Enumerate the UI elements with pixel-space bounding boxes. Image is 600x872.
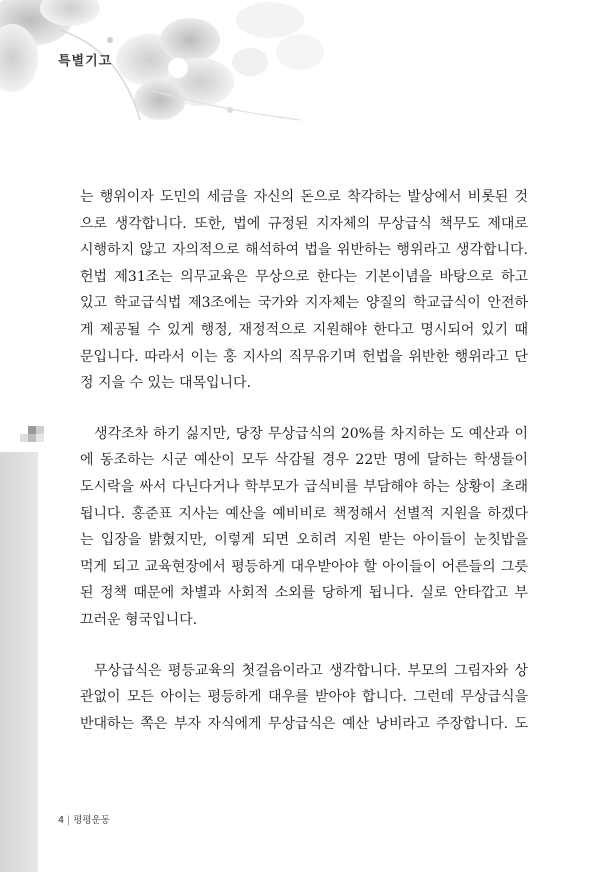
- square: [36, 426, 44, 434]
- flower-illustration: [0, 0, 330, 140]
- flower-decoration: [0, 0, 330, 140]
- section-label: 특별기고: [58, 54, 113, 69]
- text-line: 된 정책 때문에 차별과 사회적 소외를 당하게 됩니다. 실로 안타깝고 부: [80, 585, 528, 602]
- square: [28, 434, 36, 442]
- text-line: 끄러운 형국입니다.: [80, 611, 198, 628]
- text-line: 됩니다. 홍준표 지사는 예산을 예비비로 책정해서 선별적 지원을 하겠다: [80, 505, 528, 522]
- square: [20, 434, 28, 442]
- text-line: 으로 생각합니다. 또한, 법에 규정된 지자체의 무상급식 책무도 제대로: [80, 215, 528, 232]
- publication-name: 평평운동: [73, 815, 110, 826]
- text-line: 헌법 제31조는 의무교육은 무상으로 한다는 기본이념을 바탕으로 하고: [80, 268, 528, 285]
- square: [36, 434, 44, 442]
- text-line: 있고 학교급식법 제3조에는 국가와 지자체는 양질의 학교급식이 안전하: [80, 295, 528, 312]
- text-line: 반대하는 쪽은 부자 자식에게 무상급식은 예산 낭비라고 주장합니다. 도: [80, 715, 528, 732]
- article-body: [80, 184, 528, 761]
- text-line: 는 입장을 밝혔지만, 이렇게 되면 오히려 지원 받는 아이들이 눈칫밥을: [80, 532, 528, 549]
- paragraph: [80, 184, 528, 397]
- text-line: 에 동조하는 시군 예산이 모두 삭감될 경우 22만 명에 달하는 학생들이: [80, 452, 528, 469]
- text-line: 시행하지 않고 자의적으로 해석하여 법을 위반하는 행위라고 생각합니다.: [80, 242, 528, 259]
- text-line: 관없이 모든 아이는 평등하게 대우를 받아야 합니다. 그런데 무상급식을: [80, 689, 528, 706]
- square: [28, 426, 36, 434]
- text-line: 생각조차 하기 싫지만, 당장 무상급식의 20%를 차지하는 도 예산과 이: [94, 425, 528, 442]
- left-margin-strip: [0, 452, 38, 872]
- text-line: 도시락을 싸서 다닌다거나 학부모가 급식비를 부담해야 하는 상황이 초래: [80, 478, 528, 495]
- text-line: 는 행위이자 도민의 세금을 자신의 돈으로 착각하는 발상에서 비롯된 것: [80, 189, 528, 205]
- text-line: 문입니다. 따라서 이는 홍 지사의 직무유기며 헌법을 위반한 행위라고 단: [80, 348, 528, 365]
- text-line: 정 지을 수 있는 대목입니다.: [80, 375, 252, 392]
- text-line: 게 제공될 수 있게 행정, 재정적으로 지원해야 한다고 명시되어 있기 때: [80, 321, 528, 338]
- page-footer: [58, 812, 110, 826]
- text-line: 무상급식은 평등교육의 첫걸음이라고 생각합니다. 부모의 그림자와 상: [94, 662, 528, 679]
- paragraph: [80, 421, 528, 634]
- paragraph: [80, 658, 528, 738]
- footer-separator: |: [67, 815, 71, 826]
- text-line: 먹게 되고 교육현장에서 평등하게 대우받아야 할 아이들이 어른들의 그릇: [80, 558, 528, 575]
- page-number: 4: [58, 815, 65, 826]
